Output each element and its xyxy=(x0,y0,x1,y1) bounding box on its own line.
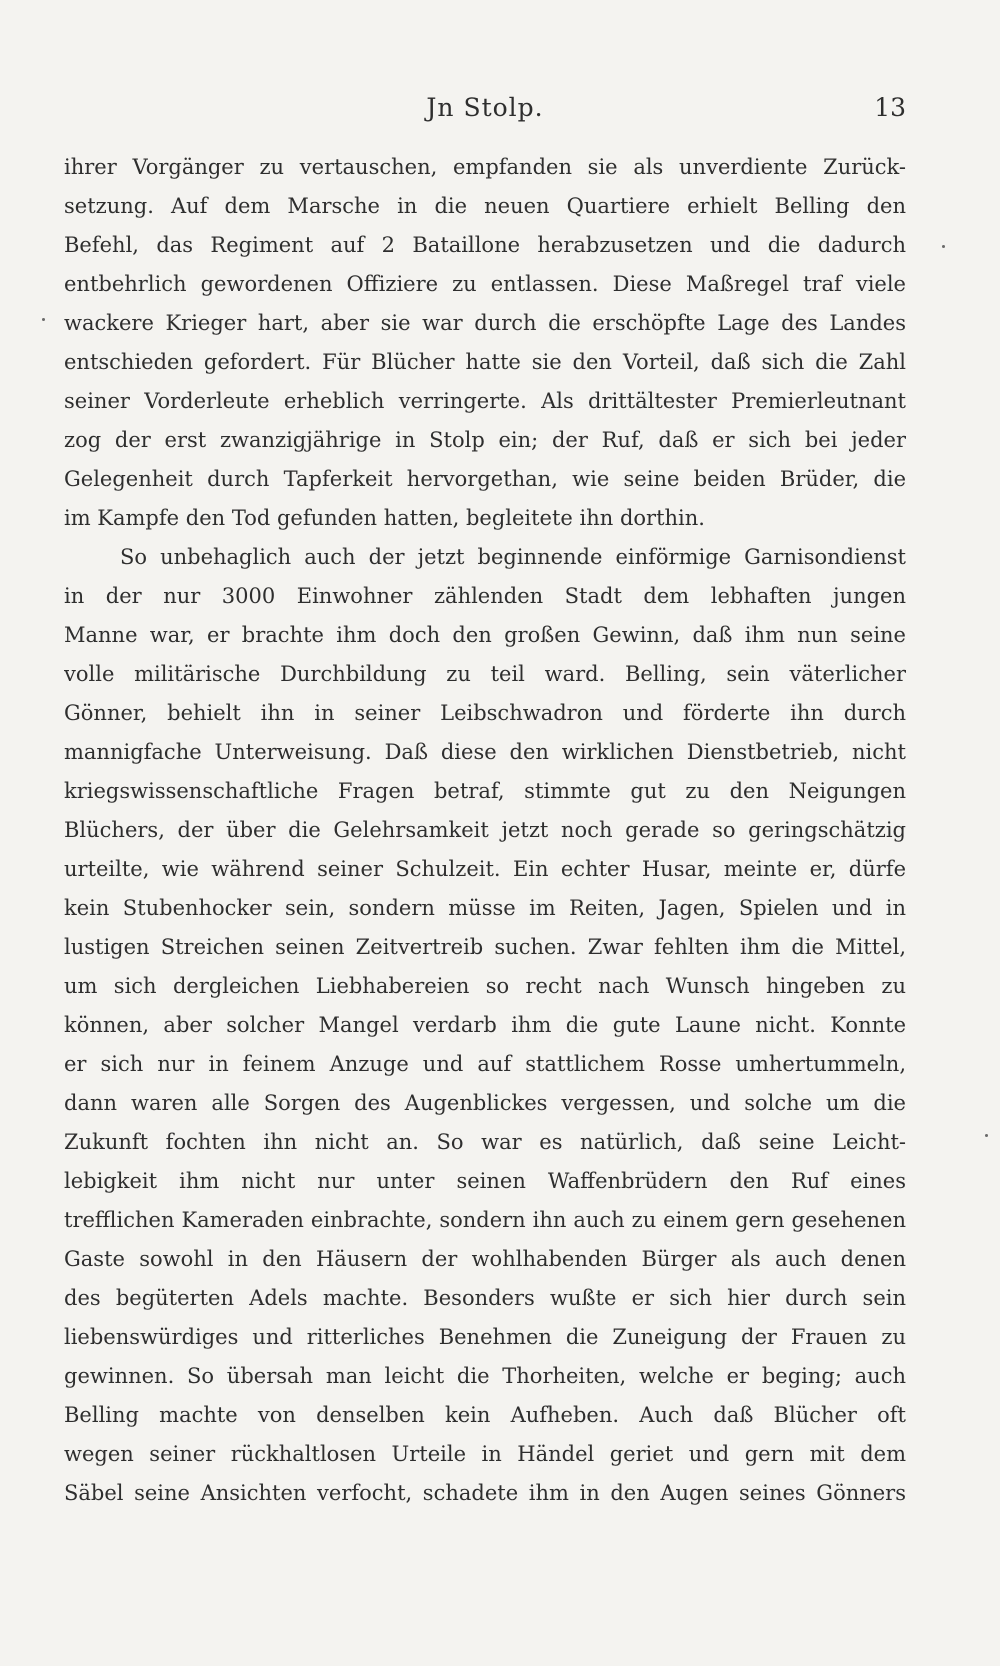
page-header xyxy=(64,93,906,133)
page-number: 13 xyxy=(874,93,906,122)
text-line: Blüchers, der über die Gelehrsamkeit jetzt noch gerade so geringschätzig xyxy=(64,818,906,842)
text-line: er sich nur in feinem Anzuge und auf stattlichem Rosse umhertummeln, xyxy=(64,1052,906,1076)
paper-speck xyxy=(985,1134,988,1137)
text-line: zog der erst zwanzigjährige in Stolp ein; der Ruf, daß er sich bei jeder xyxy=(64,428,906,452)
running-head: Jn Stolp. xyxy=(426,93,544,122)
text-line: dann waren alle Sorgen des Augenblickes vergessen, und solche um die xyxy=(64,1091,906,1115)
text-line: liebenswürdiges und ritterliches Benehmen die Zuneigung der Frauen zu xyxy=(64,1325,906,1349)
text-line: wegen seiner rückhaltlosen Urteile in Händel geriet und gern mit dem xyxy=(64,1442,906,1466)
text-line: im Kampfe den Tod gefunden hatten, begleitete ihn dorthin. xyxy=(64,506,705,530)
text-line: gewinnen. So übersah man leicht die Thorheiten, welche er beging; auch xyxy=(64,1364,906,1388)
text-line: in der nur 3000 Einwohner zählenden Stadt dem lebhaften jungen xyxy=(64,584,906,608)
text-line: mannigfache Unterweisung. Daß diese den wirklichen Dienstbetrieb, nicht xyxy=(64,740,906,764)
text-line: lustigen Streichen seinen Zeitvertreib suchen. Zwar fehlten ihm die Mittel, xyxy=(64,935,906,959)
text-line: des begüterten Adels machte. Besonders wußte er sich hier durch sein xyxy=(64,1286,906,1310)
text-line: lebigkeit ihm nicht nur unter seinen Waffenbrüdern den Ruf eines xyxy=(64,1169,906,1193)
text-line: Säbel seine Ansichten verfocht, schadete ihm in den Augen seines Gönners xyxy=(64,1481,906,1505)
text-line: Belling machte von denselben kein Aufheben. Auch daß Blücher oft xyxy=(64,1403,906,1427)
text-line: können, aber solcher Mangel verdarb ihm die gute Laune nicht. Konnte xyxy=(64,1013,906,1037)
text-line: So unbehaglich auch der jetzt beginnende einförmige Garnisondienst xyxy=(120,545,906,569)
text-line: Befehl, das Regiment auf 2 Bataillone herabzusetzen und die dadurch xyxy=(64,233,906,257)
text-line: Zukunft fochten ihn nicht an. So war es natürlich, daß seine Leicht- xyxy=(64,1130,906,1154)
text-line: seiner Vorderleute erheblich verringerte. Als drittältester Premierleutnant xyxy=(64,389,906,413)
text-line: trefflichen Kameraden einbrachte, sondern ihn auch zu einem gern gesehenen xyxy=(64,1208,906,1232)
text-line: Manne war, er brachte ihm doch den großen Gewinn, daß ihm nun seine xyxy=(64,623,906,647)
text-line: wackere Krieger hart, aber sie war durch die erschöpfte Lage des Landes xyxy=(64,311,906,335)
text-line: Gelegenheit durch Tapferkeit hervorgethan, wie seine beiden Brüder, die xyxy=(64,467,906,491)
paper-speck xyxy=(942,245,945,248)
paper-speck xyxy=(42,318,45,321)
text-line: entbehrlich gewordenen Offiziere zu entlassen. Diese Maßregel traf viele xyxy=(64,272,906,296)
text-line: kein Stubenhocker sein, sondern müsse im Reiten, Jagen, Spielen und in xyxy=(64,896,906,920)
text-line: entschieden gefordert. Für Blücher hatte sie den Vorteil, daß sich die Zahl xyxy=(64,350,906,374)
text-line: Gönner, behielt ihn in seiner Leibschwadron und förderte ihn durch xyxy=(64,701,906,725)
text-line: volle militärische Durchbildung zu teil ward. Belling, sein väterlicher xyxy=(64,662,906,686)
text-line: kriegswissenschaftliche Fragen betraf, stimmte gut zu den Neigungen xyxy=(64,779,906,803)
text-line: Gaste sowohl in den Häusern der wohlhabenden Bürger als auch denen xyxy=(64,1247,906,1271)
text-line: ihrer Vorgänger zu vertauschen, empfanden sie als unverdiente Zurück- xyxy=(64,155,906,179)
text-line: um sich dergleichen Liebhabereien so recht nach Wunsch hingeben zu xyxy=(64,974,906,998)
body-text xyxy=(64,148,906,1513)
text-line: urteilte, wie während seiner Schulzeit. Ein echter Husar, meinte er, dürfe xyxy=(64,857,906,881)
text-line: setzung. Auf dem Marsche in die neuen Quartiere erhielt Belling den xyxy=(64,194,906,218)
